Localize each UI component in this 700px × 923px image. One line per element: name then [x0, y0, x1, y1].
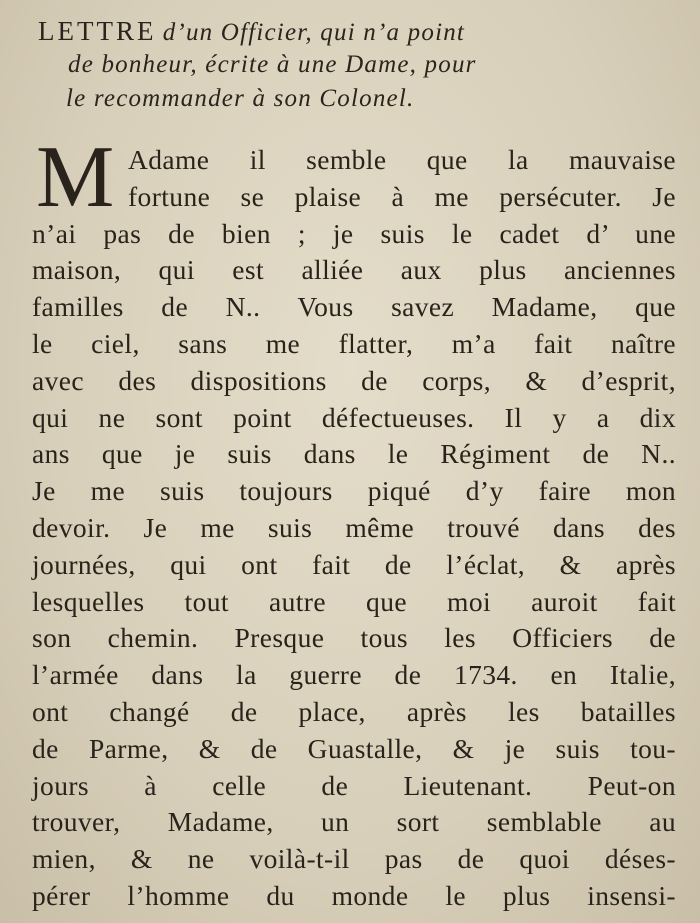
letter-body: [32, 142, 676, 915]
body-line: devoir. Je me suis même trouvé dans des: [32, 511, 676, 543]
body-line: Je me suis toujours piqué d’y faire mon: [32, 475, 676, 507]
body-line: le ciel, sans me flatter, m’a fait naître: [32, 327, 676, 359]
body-line: qui ne sont point défectueuses. Il y a dix: [32, 401, 676, 433]
body-line: lesquelles tout autre que moi auroit fait: [32, 585, 676, 617]
heading-line-1: [38, 14, 678, 48]
letter-heading: [38, 14, 678, 116]
body-line: mien, & ne voilà-t-il pas de quoi déses-: [32, 843, 676, 875]
body-line: trouver, Madame, un sort semblable au: [32, 806, 676, 838]
heading-line-2: de bonheur, écrite à une Dame, pour: [68, 51, 477, 78]
body-line: journées, qui ont fait de l’éclat, & après: [32, 548, 676, 580]
body-line: avec des dispositions de corps, & d’esprit,: [32, 364, 676, 396]
heading-title-caps: LETTRE: [38, 16, 157, 46]
body-line: Adame il semble que la mauvaise: [128, 144, 676, 175]
body-line: n’ai pas de bien ; je suis le cadet d’ une: [32, 217, 676, 249]
body-line: l’armée dans la guerre de 1734. en Italie,: [32, 659, 676, 691]
body-line: pérer l’homme du monde le plus insensi-: [32, 879, 676, 911]
body-line: de Parme, & de Guastalle, & je suis tou-: [32, 732, 676, 764]
body-line: fortune se plaise à me persécuter. Je: [128, 180, 676, 212]
body-line: ont changé de place, après les batailles: [32, 695, 676, 727]
drop-cap-initial: M: [36, 129, 115, 226]
heading-line-3: le recommander à son Colonel.: [66, 85, 415, 112]
body-line: jours à celle de Lieutenant. Peut-on: [32, 769, 676, 801]
body-line: familles de N.. Vous savez Madame, que: [32, 291, 676, 323]
heading-line-1-rest: d’un Officier, qui n’a point: [162, 19, 466, 46]
body-line: son chemin. Presque tous les Officiers de: [32, 622, 676, 654]
body-line: maison, qui est alliée aux plus anciennes: [32, 254, 676, 286]
body-line: ans que je suis dans le Régiment de N..: [32, 438, 676, 470]
